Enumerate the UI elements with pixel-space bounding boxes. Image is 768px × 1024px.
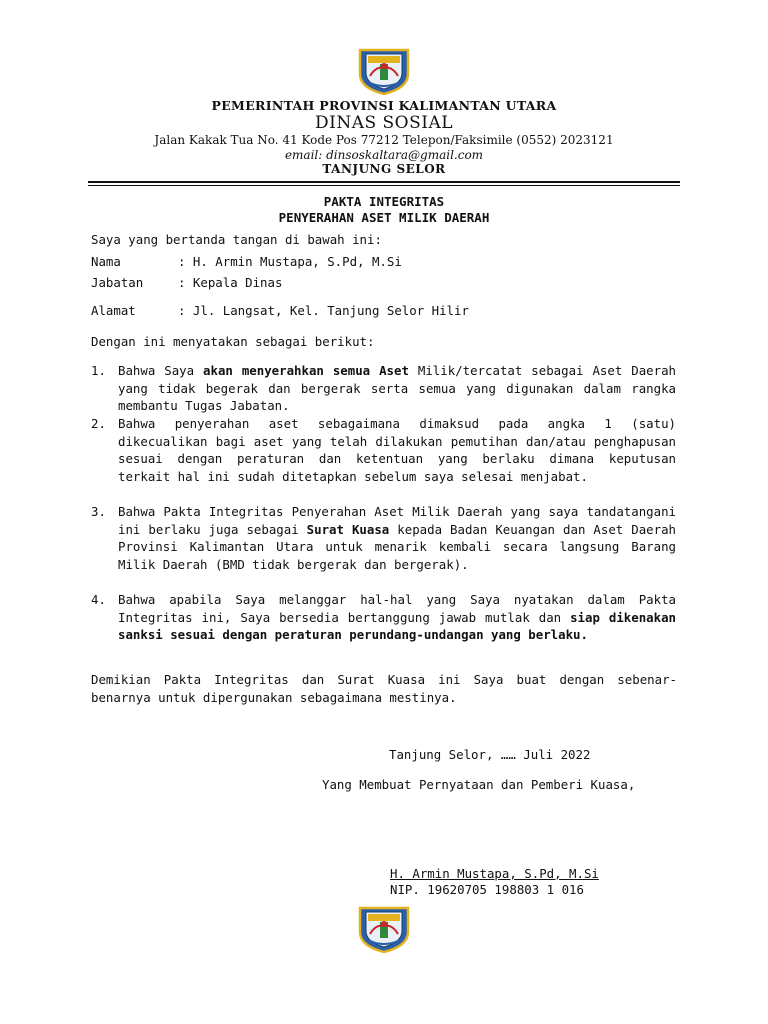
list-item-number: 2.: [91, 416, 106, 431]
list-item: [118, 503, 676, 573]
nama-value: : H. Armin Mustapa, S.Pd, M.Si: [178, 254, 402, 269]
list-item: [118, 591, 676, 644]
provincial-emblem-icon: [356, 902, 412, 954]
list-item-text: kepada Badan Keuangan dan Aset Daerah Provinsi Kalimantan Utara untuk menarik kembali secara langsung Barang Milik Daerah (BMD tidak bergerak dan bergerak).: [118, 521, 677, 572]
document-title: PAKTA INTEGRITAS: [323, 194, 445, 209]
list-item-emphasis: Surat Kuasa: [306, 521, 390, 537]
signatory-role: Yang Membuat Pernyataan dan Pemberi Kuasa,: [322, 777, 636, 792]
list-item-text: Milik/tercatat sebagai Aset Daerah yang tidak begerak dan bergerak serta semua yang digunakan dalam rangka membantu Tugas Jabatan.: [118, 363, 676, 414]
list-item-text: Bahwa apabila Saya melanggar hal-hal yang Saya nyatakan dalam Pakta Integritas ini, Saya bersedia bertanggung jawab mutlak dan: [118, 592, 676, 625]
document-subtitle: PENYERAHAN ASET MILIK DAERAH: [278, 210, 490, 225]
alamat-value: : Jl. Langsat, Kel. Tanjung Selor Hilir: [178, 303, 469, 318]
closing-paragraph: Demikian Pakta Integritas dan Surat Kuasa ini Saya buat dengan sebenar-benarnya untuk dipergunakan sebagaimana mestinya.: [91, 672, 677, 705]
letterhead-divider-thin: [88, 185, 680, 186]
list-item-number: 3.: [91, 504, 106, 519]
agency-name: DINAS SOSIAL: [314, 113, 454, 133]
agency-city: TANJUNG SELOR: [322, 162, 446, 176]
list-item: [118, 415, 676, 485]
list-item-text: Bahwa Pakta Integritas Penyerahan Aset Milik Daerah yang saya tandatangani ini berlaku juga sebagai: [118, 504, 676, 537]
list-item-number: 1.: [91, 363, 106, 378]
alamat-label: Alamat: [91, 303, 136, 318]
government-name: PEMERINTAH PROVINSI KALIMANTAN UTARA: [211, 98, 557, 113]
intro-text: Saya yang bertanda tangan di bawah ini:: [91, 232, 382, 247]
agency-address: Jalan Kakak Tua No. 41 Kode Pos 77212 Telepon/Faksimile (0552) 2023121: [154, 133, 614, 147]
place-date: Tanjung Selor, …… Juli 2022: [389, 747, 591, 762]
jabatan-value: : Kepala Dinas: [178, 275, 283, 290]
list-item-emphasis: siap dikenakan sanksi sesuai dengan peraturan perundang-undangan yang berlaku.: [118, 609, 676, 643]
signatory-name: H. Armin Mustapa, S.Pd, M.Si: [390, 866, 599, 881]
signatory-nip: NIP. 19620705 198803 1 016: [390, 882, 584, 897]
letterhead-divider: [88, 181, 680, 183]
provincial-emblem-icon: [356, 44, 412, 96]
jabatan-label: Jabatan: [91, 275, 144, 290]
list-item-text: Bahwa Saya: [118, 363, 204, 378]
list-item: [118, 362, 676, 415]
list-item-number: 4.: [91, 592, 106, 607]
declaration-intro: Dengan ini menyatakan sebagai berikut:: [91, 334, 375, 349]
list-item-text: Bahwa penyerahan aset sebagaimana dimaksud pada angka 1 (satu) dikecualikan bagi aset yang telah dilakukan pemutihan dan/atau penghapusan sesuai dengan peraturan dan ketentuan yang berlaku dimana keputusan terkait hal ini sudah ditetapkan sebelum saya selesai menjabat.: [118, 416, 676, 484]
agency-email: email: dinsoskaltara@gmail.com: [284, 148, 484, 162]
nama-label: Nama: [91, 254, 121, 269]
list-item-emphasis: akan menyerahkan semua Aset: [203, 363, 409, 378]
